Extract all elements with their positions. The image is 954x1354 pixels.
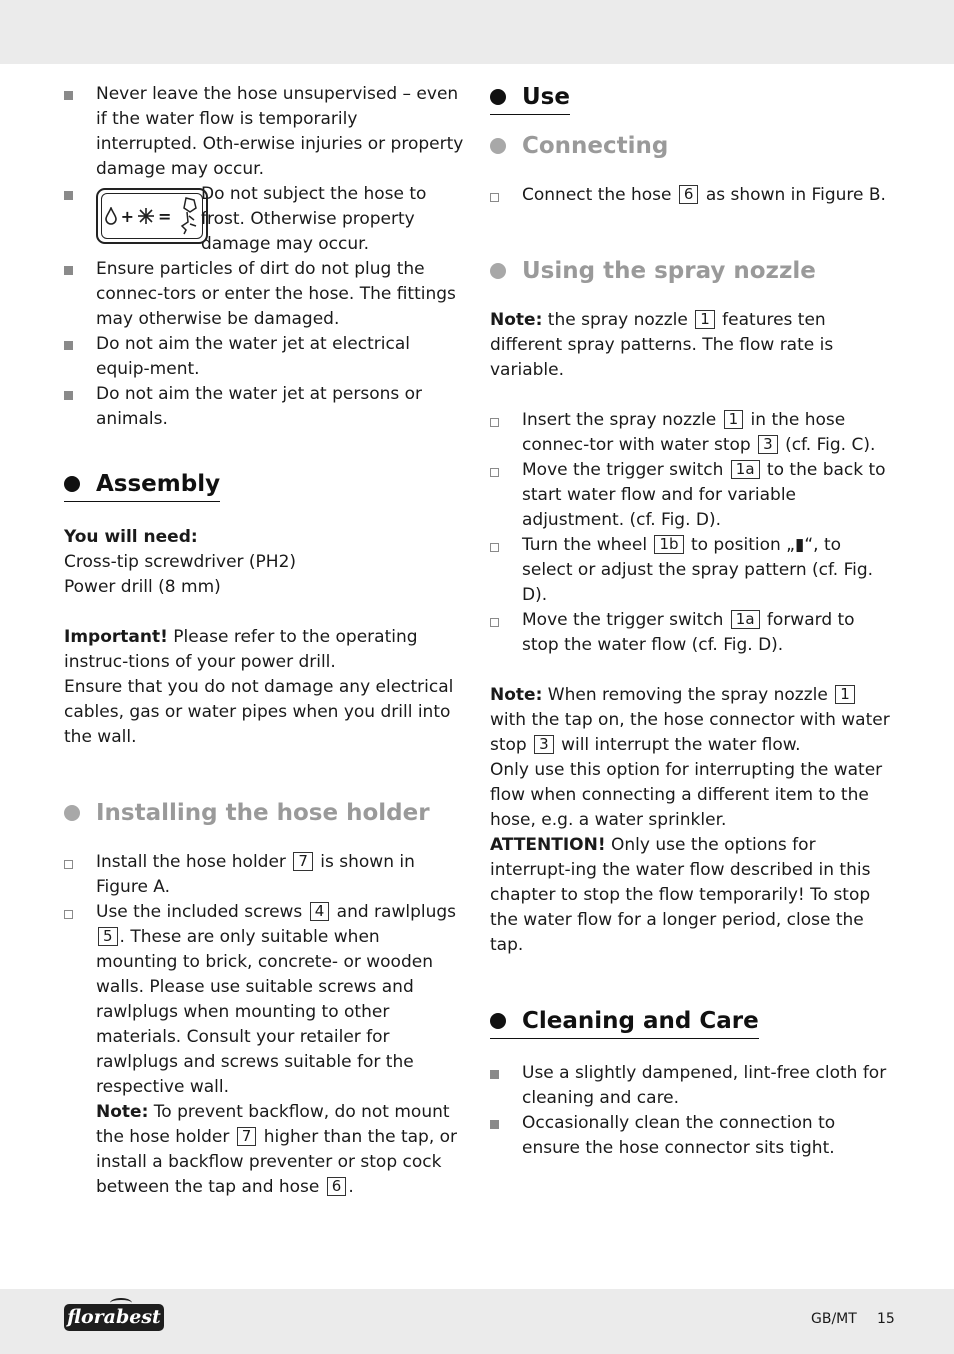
use-heading: Use: [490, 82, 570, 115]
bullet-square-icon: [64, 391, 73, 400]
important-paragraph: Important! Please refer to the operating instruc-tions of your power drill.: [64, 627, 418, 672]
list-item: Use the included screws 4 and rawlplugs 5 . These are only suitable when mounting to brick, concrete- or wooden walls. Please use suitable screws and rawlplugs when mounting to other materials. Consult your retailer for rawlplugs and screws suitable for the respective wall. Note: To prevent backflow, do not mount the hose holder 7 higher than the tap, or install a backflow preventer or stop cock between the tap and hose 6 .: [64, 900, 464, 1200]
assembly-heading: Assembly: [64, 469, 220, 502]
bullet-square-icon: [490, 1120, 499, 1129]
bullet-square-icon: [490, 1070, 499, 1079]
bullet-square-icon: [64, 341, 73, 350]
florabest-logo: florabest: [64, 1298, 164, 1336]
water-drop-icon: [104, 207, 118, 225]
list-item: Turn the wheel 1b to position „▮“, to select or adjust the spray pattern (cf. Fig. D).: [490, 533, 890, 608]
bullet-dot-icon: [490, 138, 506, 154]
bullet-dot-icon: [490, 263, 506, 279]
part-ref: 3: [534, 735, 554, 754]
info-paragraph: Only use this option for interrupting the water flow when connecting a different item to the hose, e.g. a water sprinkler.: [490, 760, 883, 830]
part-ref: 6: [679, 185, 699, 204]
part-ref: 1b: [654, 535, 683, 554]
part-ref: 1: [724, 410, 744, 429]
spray-nozzle-heading: Using the spray nozzle: [490, 256, 890, 286]
tool-item: Power drill (8 mm): [64, 577, 221, 597]
right-column: [490, 82, 890, 1161]
note-paragraph: Note: To prevent backflow, do not mount the hose holder 7 higher than the tap, or install a backflow preventer or stop cock between the tap and hose 6 .: [96, 1102, 458, 1197]
list-item: Connect the hose 6 as shown in Figure B.: [490, 183, 890, 208]
list-item: Move the trigger switch 1a to the back to start water flow and for variable adjustment. (cf. Fig. D).: [490, 458, 890, 533]
checkbox-bullet-icon: [490, 618, 499, 627]
list-item: Install the hose holder 7 is shown in Figure A.: [64, 850, 464, 900]
connecting-heading: Connecting: [490, 131, 890, 161]
checkbox-bullet-icon: [64, 860, 73, 869]
list-item: Use a slightly dampened, lint-free cloth for cleaning and care.: [490, 1061, 890, 1111]
checkbox-bullet-icon: [490, 543, 499, 552]
list-item: Occasionally clean the connection to ensure the hose connector sits tight.: [490, 1111, 890, 1161]
note-paragraph: Note: When removing the spray nozzle 1 with the tap on, the hose connector with water stop 3 will interrupt the water flow.: [490, 685, 890, 755]
bullet-square-icon: [64, 266, 73, 275]
part-ref: 7: [293, 852, 313, 871]
checkbox-bullet-icon: [490, 193, 499, 202]
locale-label: GB/MT: [811, 1311, 857, 1327]
tool-item: Cross-tip screwdriver (PH2): [64, 552, 297, 572]
cleaning-heading: Cleaning and Care: [490, 1006, 759, 1039]
checkbox-bullet-icon: [64, 910, 73, 919]
list-item: Move the trigger switch 1a forward to stop the water flow (cf. Fig. D).: [490, 608, 890, 658]
position-symbol-icon: ▮: [794, 535, 805, 555]
cables-warning: Ensure that you do not damage any electrical cables, gas or water pipes when you drill into the wall.: [64, 677, 454, 747]
part-ref: 4: [310, 902, 330, 921]
part-ref: 7: [237, 1127, 257, 1146]
frost-warning-item: + = Do not subject the hose to frost. Otherwise property damage may occur.: [64, 182, 464, 257]
bullet-dot-icon: [64, 476, 80, 492]
checkbox-bullet-icon: [490, 418, 499, 427]
broken-nozzle-icon: [174, 196, 200, 236]
bullet-square-icon: [64, 191, 73, 200]
part-ref: 6: [327, 1177, 347, 1196]
header-band: [0, 0, 954, 64]
note-paragraph: Note: the spray nozzle 1 features ten different spray patterns. The flow rate is variable.: [490, 310, 834, 380]
part-ref: 3: [758, 435, 778, 454]
list-item: Do not aim the water jet at electrical equip-ment.: [64, 332, 464, 382]
checkbox-bullet-icon: [490, 468, 499, 477]
attention-paragraph: ATTENTION! Only use the options for interrupt-ing the water flow described in this chapter to stop the flow temporarily! To stop the water flow for a longer period, close the tap.: [490, 835, 871, 955]
frost-warning-icon: + =: [96, 188, 208, 244]
part-ref: 1a: [731, 460, 760, 479]
list-item: Do not aim the water jet at persons or animals.: [64, 382, 464, 432]
left-column: [64, 82, 464, 1200]
page-number: 15: [877, 1311, 895, 1327]
list-item: Ensure particles of dirt do not plug the connec-tors or enter the hose. The fittings may otherwise be damaged.: [64, 257, 464, 332]
bullet-dot-icon: [490, 89, 506, 105]
part-ref: 1: [695, 310, 715, 329]
list-item: Insert the spray nozzle 1 in the hose connec-tor with water stop 3 (cf. Fig. C).: [490, 408, 890, 458]
snowflake-icon: [137, 207, 155, 225]
bullet-dot-icon: [64, 805, 80, 821]
bullet-dot-icon: [490, 1013, 506, 1029]
you-will-need-label: You will need:: [64, 527, 198, 547]
part-ref: 1: [835, 685, 855, 704]
installing-hose-holder-heading: Installing the hose holder: [64, 798, 464, 828]
part-ref: 5: [98, 927, 118, 946]
bullet-square-icon: [64, 91, 73, 100]
list-item: Never leave the hose unsupervised – even if the water flow is temporarily interrupted. Oth-erwise injuries or property damage may occur.: [64, 82, 464, 182]
part-ref: 1a: [731, 610, 760, 629]
